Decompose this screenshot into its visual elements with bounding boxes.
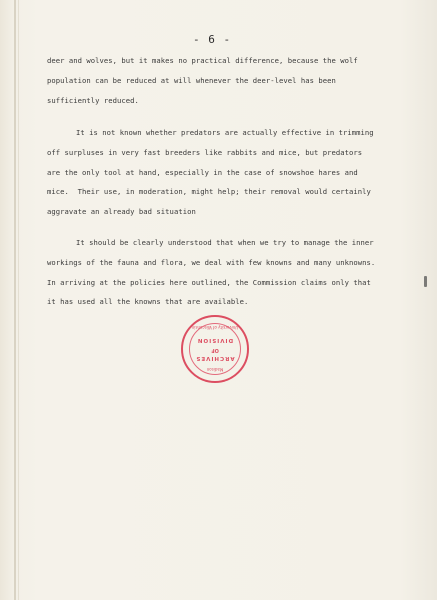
- archive-stamp: [181, 315, 249, 383]
- text-line-2: population can be reduced at will whenever the deer-level has been: [47, 76, 336, 85]
- stamp-text-university: University of Wisconsin: [191, 325, 239, 330]
- text-line-8: aggravate an already bad situation: [47, 207, 196, 216]
- text-line-12: it has used all the knowns that are available.: [47, 297, 249, 306]
- text-line-3: sufficiently reduced.: [47, 96, 139, 105]
- page-number: - 6 -: [193, 33, 232, 46]
- stamp-text-archives: ARCHIVES: [195, 355, 235, 361]
- text-line-6: are the only tool at hand, especially in the case of snowshoe hares and: [47, 168, 358, 177]
- text-line-1: deer and wolves, but it makes no practical difference, because the wolf: [47, 56, 358, 65]
- text-line-5: off surpluses in very fast breeders like rabbits and mice, but predators: [47, 148, 363, 157]
- binding-edge: [14, 0, 16, 600]
- stamp-text-madison: Madison: [206, 367, 224, 372]
- text-line-4: It is not known whether predators are actually effective in trimming: [76, 128, 374, 137]
- text-line-10: workings of the fauna and flora, we deal with few knowns and many unknowns.: [47, 258, 376, 267]
- binding-edge-shadow: [18, 0, 19, 600]
- stamp-text-of: OF: [211, 347, 219, 353]
- stamp-text-division: DIVISION: [196, 337, 234, 343]
- text-line-7: mice. Their use, in moderation, might help; their removal would certainly: [47, 187, 371, 196]
- margin-ink-mark: [424, 276, 427, 287]
- text-line-9: It should be clearly understood that when we try to manage the inner: [76, 238, 374, 247]
- text-line-11: In arriving at the policies here outlined, the Commission claims only that: [47, 278, 371, 287]
